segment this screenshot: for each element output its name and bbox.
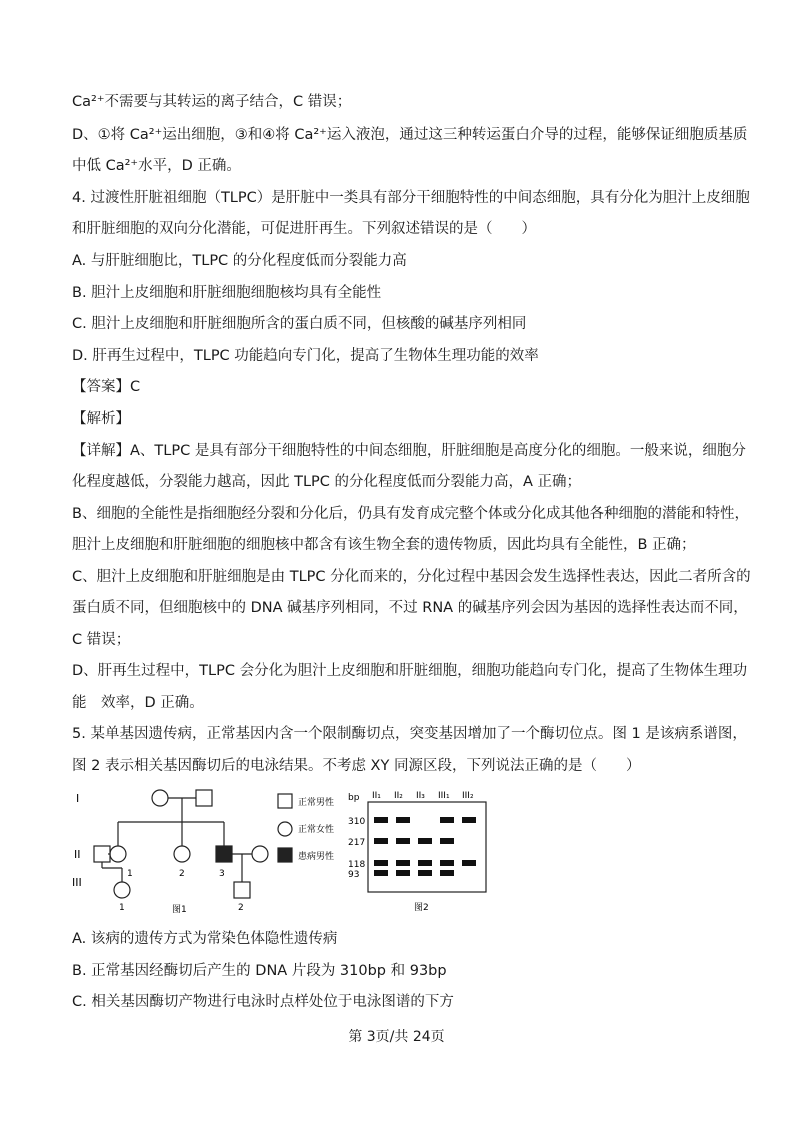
affected-male-II3 <box>216 846 232 862</box>
text-line: D、①将 Ca²⁺运出细胞，③和④将 Ca²⁺运入液泡，通过这三种转运蛋白介导的过程，能够保证细胞质基质 <box>72 127 748 143</box>
lane-label: III₁ <box>438 791 450 801</box>
legend-label: 正常男性 <box>298 798 335 808</box>
gen-label: I <box>76 792 80 805</box>
female-II-spouse <box>252 846 268 862</box>
legend-female-icon <box>278 822 292 836</box>
text-line: Ca²⁺不需要与其转运的离子结合，C 错误； <box>72 94 352 110</box>
explanation-line: 能 效率，D 正确。 <box>72 695 204 711</box>
question-5-stem: 5. 某单基因遗传病，正常基因内含一个限制酶切点，突变基因增加了一个酶切位点。图 1 是该病系谱图， <box>72 726 747 742</box>
question-4-stem: 和肝脏细胞的双向分化潜能，可促进肝再生。下列叙述错误的是（ ） <box>72 221 536 237</box>
analysis-label: 【解析】 <box>72 411 130 427</box>
ind-label: 1 <box>127 869 133 879</box>
answer-label: 【答案】C <box>72 379 141 395</box>
band <box>396 870 410 876</box>
band <box>374 860 388 866</box>
explanation-line: 胆汁上皮细胞和肝脏细胞的细胞核中都含有该生物全套的遗传物质，因此均具有全能性，B 正确； <box>72 537 696 553</box>
band <box>440 838 454 844</box>
size-label: 310 <box>348 817 366 827</box>
band <box>374 870 388 876</box>
band <box>374 817 388 823</box>
explanation-line: 化程度越低，分裂能力越高，因此 TLPC 的分化程度低而分裂能力高，A 正确； <box>72 474 582 490</box>
band <box>396 817 410 823</box>
ind-label: 2 <box>238 903 244 913</box>
band <box>374 838 388 844</box>
female-II2 <box>174 846 190 862</box>
explanation-line: 【详解】A、TLPC 是具有部分干细胞特性的中间态细胞，肝脏细胞是高度分化的细胞。一般来说，细胞分 <box>72 443 746 459</box>
option-c: C. 胆汁上皮细胞和肝脏细胞所含的蛋白质不同，但核酸的碱基序列相同 <box>72 316 527 332</box>
female-I1 <box>152 790 168 806</box>
band <box>462 860 476 866</box>
explanation-line: B、细胞的全能性是指细胞经分裂和分化后，仍具有发育成完整个体或分化成其他各种细胞的潜能和特性， <box>72 506 749 522</box>
ind-label: 3 <box>219 869 225 879</box>
size-label: 93 <box>348 870 360 880</box>
figure-caption: 图2 <box>414 903 429 913</box>
size-label: 217 <box>348 838 366 848</box>
lane-label: II₂ <box>394 791 403 801</box>
band <box>418 870 432 876</box>
option-a: A. 与肝脏细胞比，TLPC 的分化程度低而分裂能力高 <box>72 253 407 269</box>
explanation-line: 蛋白质不同，但细胞核中的 DNA 碱基序列相同，不过 RNA 的碱基序列会因为基因的选择性表达而不同， <box>72 600 748 616</box>
ind-label: 2 <box>179 869 185 879</box>
lane-label: II₃ <box>416 791 425 801</box>
female-III1 <box>114 882 130 898</box>
option-a: A. 该病的遗传方式为常染色体隐性遗传病 <box>72 931 338 947</box>
band <box>440 860 454 866</box>
legend-affected-icon <box>278 848 292 862</box>
page-footer: 第 3页/共 24页 <box>348 1029 445 1045</box>
question-5-stem: 图 2 表示相关基因酶切后的电泳结果。不考虑 XY 同源区段，下列说法正确的是（ ） <box>72 758 641 774</box>
option-b: B. 正常基因经酶切后产生的 DNA 片段为 310bp 和 93bp <box>72 963 447 979</box>
electrophoresis-figure <box>346 786 496 916</box>
pedigree-figure <box>72 786 342 916</box>
lane-label: III₂ <box>462 791 474 801</box>
gel-frame <box>368 802 486 892</box>
explanation-line: C、胆汁上皮细胞和肝脏细胞是由 TLPC 分化而来的，分化过程中基因会发生选择性表达，因此二者所含的 <box>72 569 751 585</box>
option-d: D. 肝再生过程中，TLPC 功能趋向专门化，提高了生物体生理功能的效率 <box>72 348 539 364</box>
text-line: 中低 Ca²⁺水平，D 正确。 <box>72 158 241 174</box>
band <box>418 860 432 866</box>
lane-label: II₁ <box>372 791 381 801</box>
figure-caption: 图1 <box>172 905 187 915</box>
explanation-line: C 错误； <box>72 632 131 648</box>
band <box>396 860 410 866</box>
explanation-line: D、肝再生过程中，TLPC 会分化为胆汁上皮细胞和肝脏细胞，细胞功能趋向专门化，提高了生物体生理功 <box>72 663 748 679</box>
male-II-spouse <box>94 846 110 862</box>
legend-label: 正常女性 <box>298 825 335 835</box>
band <box>396 838 410 844</box>
band <box>462 817 476 823</box>
size-label: 118 <box>348 860 366 870</box>
band <box>440 817 454 823</box>
option-c: C. 相关基因酶切产物进行电泳时点样处位于电泳图谱的下方 <box>72 994 454 1010</box>
option-b: B. 胆汁上皮细胞和肝脏细胞细胞核均具有全能性 <box>72 285 382 301</box>
male-III2 <box>234 882 250 898</box>
band <box>418 838 432 844</box>
ind-label: 1 <box>119 903 125 913</box>
gen-label: III <box>72 876 82 889</box>
gen-label: II <box>74 848 81 861</box>
question-4-stem: 4. 过渡性肝脏祖细胞（TLPC）是肝脏中一类具有部分干细胞特性的中间态细胞，具有分化为胆汁上皮细胞 <box>72 190 750 206</box>
legend-label: 患病男性 <box>298 852 335 862</box>
band <box>440 870 454 876</box>
unit-label: bp <box>348 793 360 803</box>
legend-male-icon <box>278 794 292 808</box>
female-II1 <box>110 846 126 862</box>
male-I2 <box>196 790 212 806</box>
